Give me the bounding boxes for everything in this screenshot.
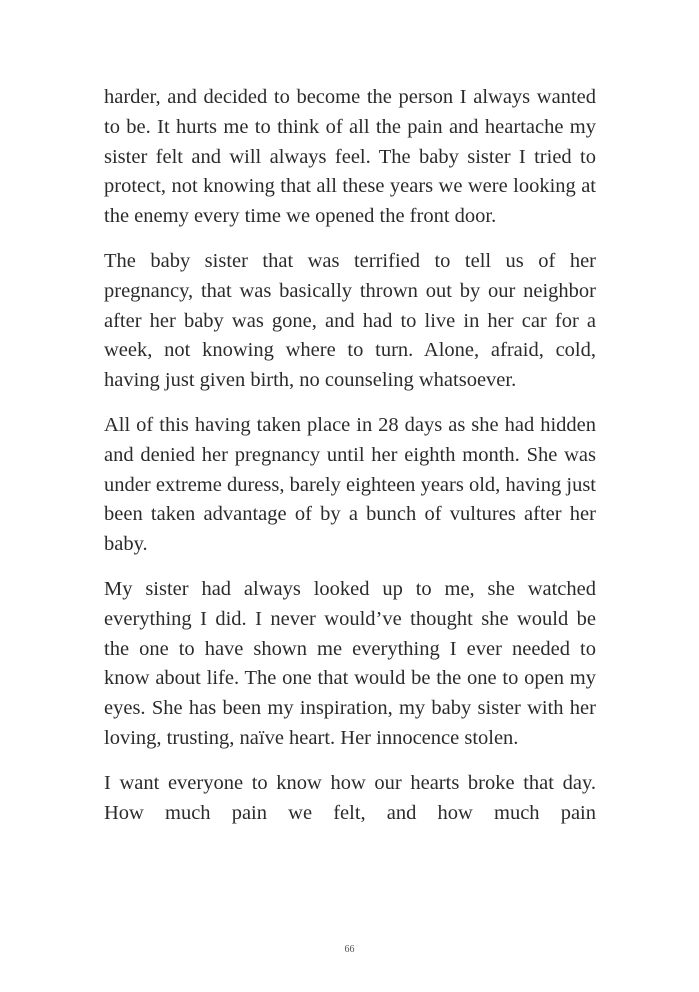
- body-text: [104, 83, 596, 843]
- paragraph-3: All of this having taken place in 28 days as she had hidden and denied her pregnancy until her eighth month. She was under extreme duress, barely eighteen years old, having just been taken advantage of by a bunch of vultures after her baby.: [104, 413, 596, 556]
- page-number: 66: [344, 944, 355, 955]
- paragraph-1: harder, and decided to become the person I always wanted to be. It hurts me to think of all the pain and heartache my sister felt and will always feel. The baby sister I tried to protect, not knowing that all these years we were looking at the enemy every time we opened the front door.: [104, 86, 596, 228]
- paragraph-4: My sister had always looked up to me, she watched everything I did. I never would’ve thought she would be the one to have shown me everything I ever needed to know about life. The one that would be the one to open my eyes. She has been my inspiration, my baby sister with her loving, trusting, naïve heart. Her innocence stolen.: [104, 577, 596, 749]
- paragraph-2: The baby sister that was terrified to tell us of her pregnancy, that was basically thrown out by our neighbor after her baby was gone, and had to live in her car for a week, not knowing where to turn. Alone, afraid, cold, having just given birth, no counseling whatsoever.: [104, 249, 596, 392]
- paragraph-5: I want everyone to know how our hearts broke that day. How much pain we felt, and how much pain: [104, 771, 596, 824]
